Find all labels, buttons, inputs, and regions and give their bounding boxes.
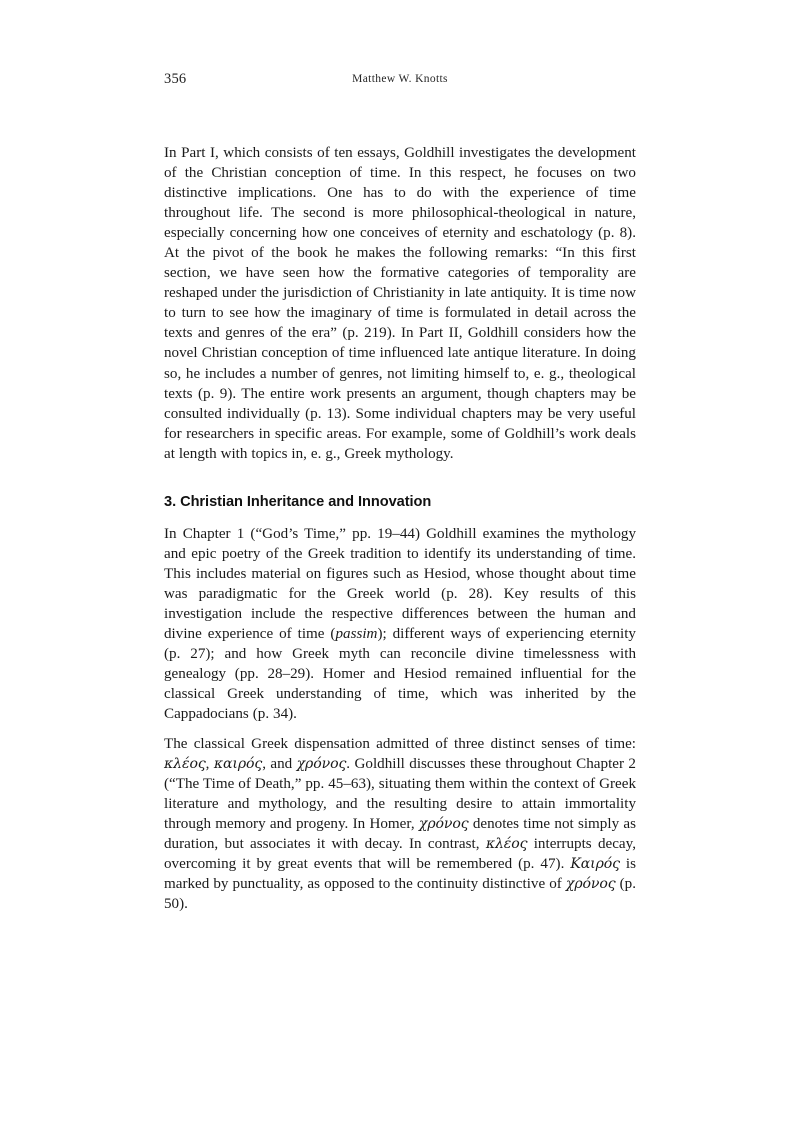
par3-sep-2: , and [262,755,297,772]
page-number: 356 [164,71,187,87]
greek-term-chronos-3: χρόνος [565,876,616,893]
greek-term-kairos-1: καιρός [213,755,263,772]
text-column [164,143,636,914]
paragraph-three-senses-of-time [164,734,636,914]
par2-text-after-passim: ); different ways of experiencing eternity (p. 27); and how Greek myth can reconcile divine timelessness with genealogy (pp. 28–29). Homer and Hesiod remained influential for the classical Greek understanding of time, which was inherited by the Cappadocians (p. 34). [164,625,636,723]
greek-term-kairos-2: Καιρός [570,856,620,872]
paragraph-chapter-one [164,524,636,724]
passim-italic-term: passim [335,625,378,642]
par3-text-5: is marked by punctuality, as opposed to the continuity distinctive of [164,856,636,893]
par3-text-2: . Goldhill discusses these throughout Chapter 2 (“The Time of Death,” pp. 45–63), situating them within the context of Greek literature and mythology, and the resulting desire to attain immortality through memory and progeny. In Homer, [164,755,636,832]
greek-term-kleos-1: κλέος [164,755,206,772]
par3-sep-1: , [205,755,214,772]
par3-text-4: interrupts decay, overcoming it by great events that will be remembered (p. 47). [164,835,637,872]
greek-term-kleos-2: κλέος [485,835,528,852]
par2-text-before-passim: In Chapter 1 (“God’s Time,” pp. 19–44) Goldhill examines the mythology and epic poetry of the Greek tradition to identify its understanding of time. This includes material on figures such as Hesiod, whose thought about time was paradigmatic for the Greek world (p. 28). Key results of this investigation include the respective differences between the human and divine experience of time ( [164,525,636,642]
section-heading-christian-inheritance: 3. Christian Inheritance and Innovation [164,493,432,510]
par3-text-3: denotes time not simply as duration, but associates it with decay. In contrast, [164,815,636,852]
par3-text-1: The classical Greek dispensation admitted of three distinct senses of time: [164,735,636,752]
greek-term-chronos-2: χρόνος [418,815,469,832]
paragraph-part-one-overview: In Part I, which consists of ten essays, Goldhill investigates the development of the Christian conception of time. In this respect, he focuses on two distinctive implications. One has to do with the experience of time throughout life. The second is more philosophical-theological in nature, especially concerning how one conceives of eternity and eschatology (p. 8). At the pivot of the book he makes the following remarks: “In this first section, we have seen how the formative categories of temporality are reshaped under the jurisdiction of Christianity in late antiquity. It is time now to turn to see how the imaginary of time is formulated in detail across the texts and genres of the era” (p. 219). In Part II, Goldhill considers how the novel Christian conception of time influenced late antique literature. In doing so, he includes a number of genres, not limiting himself to, e. g., theological texts (p. 9). The entire work presents an argument, though chapters may be consulted individually (p. 13). Some individual chapters may be very useful for researchers in specific areas. For example, some of Goldhill’s work deals at length with topics in, e. g., Greek mythology. [164,145,636,462]
running-head-author: Matthew W. Knotts [352,73,448,85]
running-head [164,70,636,90]
greek-term-chronos-1: χρόνος [296,755,347,772]
section-heading-block [164,492,636,512]
par3-text-6: (p. 50). [164,876,636,913]
